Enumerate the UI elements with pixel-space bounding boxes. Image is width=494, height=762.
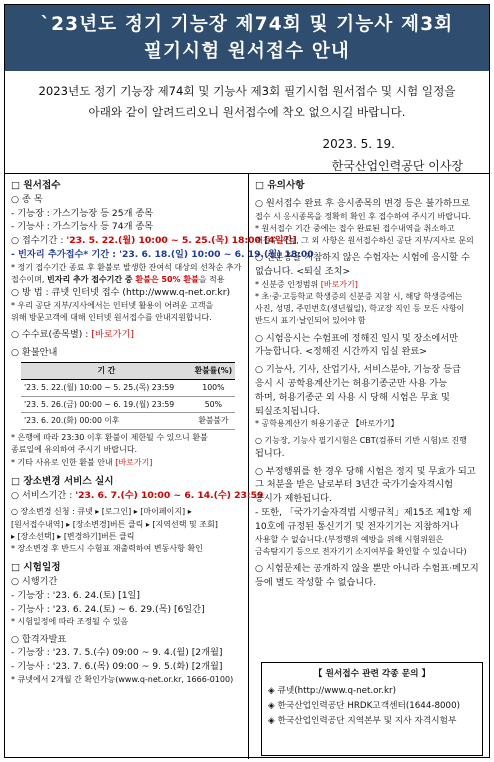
service-period-value: '23. 6. 7.(수) 10:00 ~ 6. 14.(수) 23:59 [75, 489, 264, 501]
refund-header-period: 기 간 [21, 362, 192, 379]
venue-change-note: * 장소변경 후 반드시 수험표 재출력하여 변동사항 확인 [11, 543, 203, 553]
exam-period-title: ○ 시행기간 [11, 575, 58, 587]
table-row: '23. 5. 26.(금) 00:00 ~ 6. 19.(월) 23:59 50% [21, 396, 235, 413]
intro-text-2: 아래와 같이 알려드리오니 원서접수에 착오 없으시길 바랍니다. [88, 105, 406, 119]
exam-craftsman: - 기능사 : '23. 6. 24.(토) ~ 6. 29.(목) [6일간] [11, 603, 205, 615]
method-note-2: 위해 방문고객에 대해 인터넷 원서접수를 안내지원합니다. [11, 313, 212, 323]
section-venue-change: □ 장소변경 서비스 실시 [11, 475, 114, 487]
venue-change-step-2: [원서접수내역] ▸ [장소변경]버튼 클릭 ▸ [지역선택 및 조회] [11, 519, 218, 529]
extra-period: - 빈자리 추가접수* 기간 : '23. 6. 18.(일) 10:00 ~ 6. 19.(월) 18:00 [11, 248, 314, 260]
caution-2-note-4: 반드시 표기·날인되어 있어야 함 [255, 316, 366, 326]
caution-4b: 응시 시 공학용계산기는 허용기종군만 사용 가능 [255, 378, 448, 389]
application-period-value: '23. 5. 22.(월) 10:00 ~ 5. 25.(목) 18:00 [4일간] [66, 235, 297, 247]
calculator-link[interactable]: * 공학용계산기 허용기종군 【바로가기】 [255, 419, 399, 429]
caution-5b: 됩니다. [255, 447, 285, 459]
caution-4a: ○ 기능사, 기사, 산업기사, 서비스분야, 기능장 등급 [255, 364, 461, 376]
table-row: '23. 5. 22.(월) 10:00 ~ 5. 25.(목) 23:59 100% [21, 379, 235, 396]
inquiry-call-center: ◈ 한국산업인력공단 HRDK고객센터(1644-8000) [268, 701, 460, 711]
intro [5, 71, 489, 171]
venue-change-step-1: ○ 장소변경 신청 : 큐넷 ▸ [로그인] ▸ [마이페이지] ▸ [11, 507, 192, 517]
caution-2-note-1: * 신분증 인정범위 [바로가기] [255, 279, 358, 289]
extra-period-value: '23. 6. 18.(일) 10:00 ~ 6. 19.(월) 18:00 [119, 248, 314, 260]
refund-table [21, 362, 235, 430]
caution-5a: ○ 기능장, 기능사 필기시험은 CBT(컴퓨터 기반 시험)로 진행 [255, 435, 467, 445]
method-note-1: * 우리 공단 지부/지사에서는 인터넷 활용이 어려운 고객을 [11, 300, 214, 310]
application-period: ○ 접수기간 : '23. 5. 22.(월) 10:00 ~ 5. 25.(목) 18:00 [4일간] [11, 235, 297, 247]
caution-6c: 응시가 제한됩니다. [255, 493, 332, 505]
issuer: 한국산업인력공단 이사장 [331, 159, 463, 173]
caution-6g: 금속탐지기 등으로 전자기기 소지여부를 확인할 수 있습니다) [255, 546, 467, 556]
refund-link[interactable]: [바로가기] [115, 457, 153, 467]
caution-2-note-3: 사진, 성명, 주민번호(생년월일), 학교장 직인 등 모든 사항이 [255, 304, 465, 314]
fee-link[interactable]: [바로가기] [91, 329, 134, 341]
category-title: ○ 종 목 [11, 193, 43, 205]
caution-6f: 사용할 수 없습니다.(부정행위 예방을 위해 시험위원은 [255, 534, 444, 544]
method: ○ 방 법 : 큐넷 인터넷 접수 (http://www.q-net.or.kr) [11, 287, 231, 299]
table-row: '23. 6. 20.(화) 00:00 이후 환불불가 [21, 413, 235, 430]
pass-craftsman: - 기능사 : '23. 7. 6.(목) 09:00 ~ 9. 5.(화) [2개월] [11, 661, 223, 673]
refund-note-3: * 기타 사유로 인한 환불 안내 [바로가기] [11, 457, 153, 467]
caution-1b: 접수 시 응시종목을 정확히 확인 후 접수하여 주시기 바랍니다. [255, 211, 472, 221]
extra-note-1: * 정기 접수기간 종료 후 환불로 발생한 잔여석 대상의 선착순 추가 [11, 262, 242, 272]
id-range-link[interactable]: [바로가기] [320, 279, 358, 289]
divider [5, 173, 489, 174]
caution-1-note-2: 재접수 가능, 그 외 사항은 원서접수하신 공단 지부/지사로 문의 [255, 236, 474, 245]
caution-1a: ○ 원서접수 완료 후 응시종목의 변경 등은 불가하므로 [255, 197, 470, 209]
exam-note: * 시험일정에 따라 조정될 수 있음 [11, 617, 129, 627]
header-title-line1: `23년도 정기 기능장 제74회 및 기능사 제3회 [40, 14, 454, 35]
extra-note-2: 접수이며, 빈자리 추가 접수기간 중 환불은 50% 환불을 적용 [11, 274, 225, 284]
refund-note-1: * 은행에 따라 23:30 이후 환불이 제한될 수 있으니 환불 [11, 433, 208, 443]
caution-2b: 없습니다. <퇴실 조치> [255, 266, 351, 277]
inquiry-box [261, 662, 483, 756]
caution-7a: ○ 시험문제는 공개하지 않을 뿐만 아니라 수험표·메모지 [255, 562, 479, 574]
caution-2a: ○ 신분증을 지참하지 않은 수험자는 시험에 응시할 수 [255, 252, 470, 264]
inquiry-title: 【 원서접수 관련 각종 문의 】 [313, 669, 431, 679]
caution-2-note-2: * 초·중·고등학교 학생증의 신분증 지참 시, 해당 학생증에는 [255, 292, 463, 301]
notice-page [4, 4, 490, 758]
column-divider [248, 173, 249, 759]
pass-note: * 큐넷에서 2개월 간 확인가능(www.q-net.or.kr, 1666-0100) [11, 674, 234, 684]
category-craftsman: - 기능사 : 가스기능사 등 74개 종목 [11, 221, 154, 233]
refund-header-rate: 환불률(%) [192, 362, 235, 379]
fee: ○ 수수료(종목별) : [바로가기] [11, 329, 134, 341]
category-master: - 기능장 : 가스기능장 등 25개 종목 [11, 207, 154, 219]
section-exam-schedule: □ 시험일정 [11, 562, 61, 574]
caution-6a: ○ 부정행위를 한 경우 당해 시험은 정지 및 무효가 되고 [255, 465, 476, 477]
caution-4c: 하며, 허용기종군 외 사용 시 당해 시험은 무효 및 [255, 391, 450, 403]
inquiry-qnet: ◈ 큐넷(http://www.q-net.or.kr) [268, 686, 397, 696]
notice-header [5, 5, 489, 71]
pass-title: ○ 합격자발표 [11, 633, 67, 645]
venue-change-step-3: ▸ [장소선택] ▸ [변경하기]버튼 클릭 [11, 531, 135, 541]
caution-3a: ○ 시험응시는 수험표에 정해진 일시 및 장소에서만 [255, 332, 459, 344]
section-application: □ 원서접수 [11, 180, 61, 191]
intro-text-1: 2023년도 정기 기능장 제74회 및 기능사 제3회 필기시험 원서접수 및 시험 일정을 [38, 84, 456, 98]
caution-1-note-1: * 원서접수 기간 중에는 접수 완료된 접수내역을 취소하고 [255, 223, 455, 233]
exam-master: - 기능장 : '23. 6. 24.(토) [1일] [11, 589, 141, 601]
caution-3b: 가능합니다. <정해진 시간까지 입실 완료> [255, 346, 427, 358]
header-title-line2: 필기시험 원서접수 안내 [144, 41, 350, 62]
caution-6e: 10호에 규정된 통신기기 및 전자기기는 지참하거나 [255, 520, 459, 532]
service-period: ○ 서비스기간 : '23. 6. 7.(수) 10:00 ~ 6. 14.(수) 23:59 [11, 489, 264, 501]
section-cautions: □ 유의사항 [255, 180, 305, 191]
inquiry-branch: ◈ 한국산업인력공단 지역본부 및 지사 자격시험부 [268, 716, 457, 726]
caution-6d: - 또한, 「국가기술자격법 시행규칙」제15조 제1항 제 [255, 506, 472, 518]
caution-4d: 퇴실조치됩니다. [255, 405, 321, 417]
notice-date: 2023. 5. 19. [322, 137, 395, 151]
right-column [255, 177, 485, 590]
refund-note-2: 종료일에 유의하여 주시기 바랍니다. [11, 445, 138, 455]
refund-title: ○ 환불안내 [11, 347, 58, 359]
pass-master: - 기능장 : '23. 7. 5.(수) 09:00 ~ 9. 4.(월) [2개월] [11, 647, 223, 659]
caution-6b: 그 처분을 받은 날로부터 3년간 국가기술자격시험 [255, 479, 453, 491]
caution-7b: 등에 별도 작성할 수 없습니다. [255, 576, 377, 588]
